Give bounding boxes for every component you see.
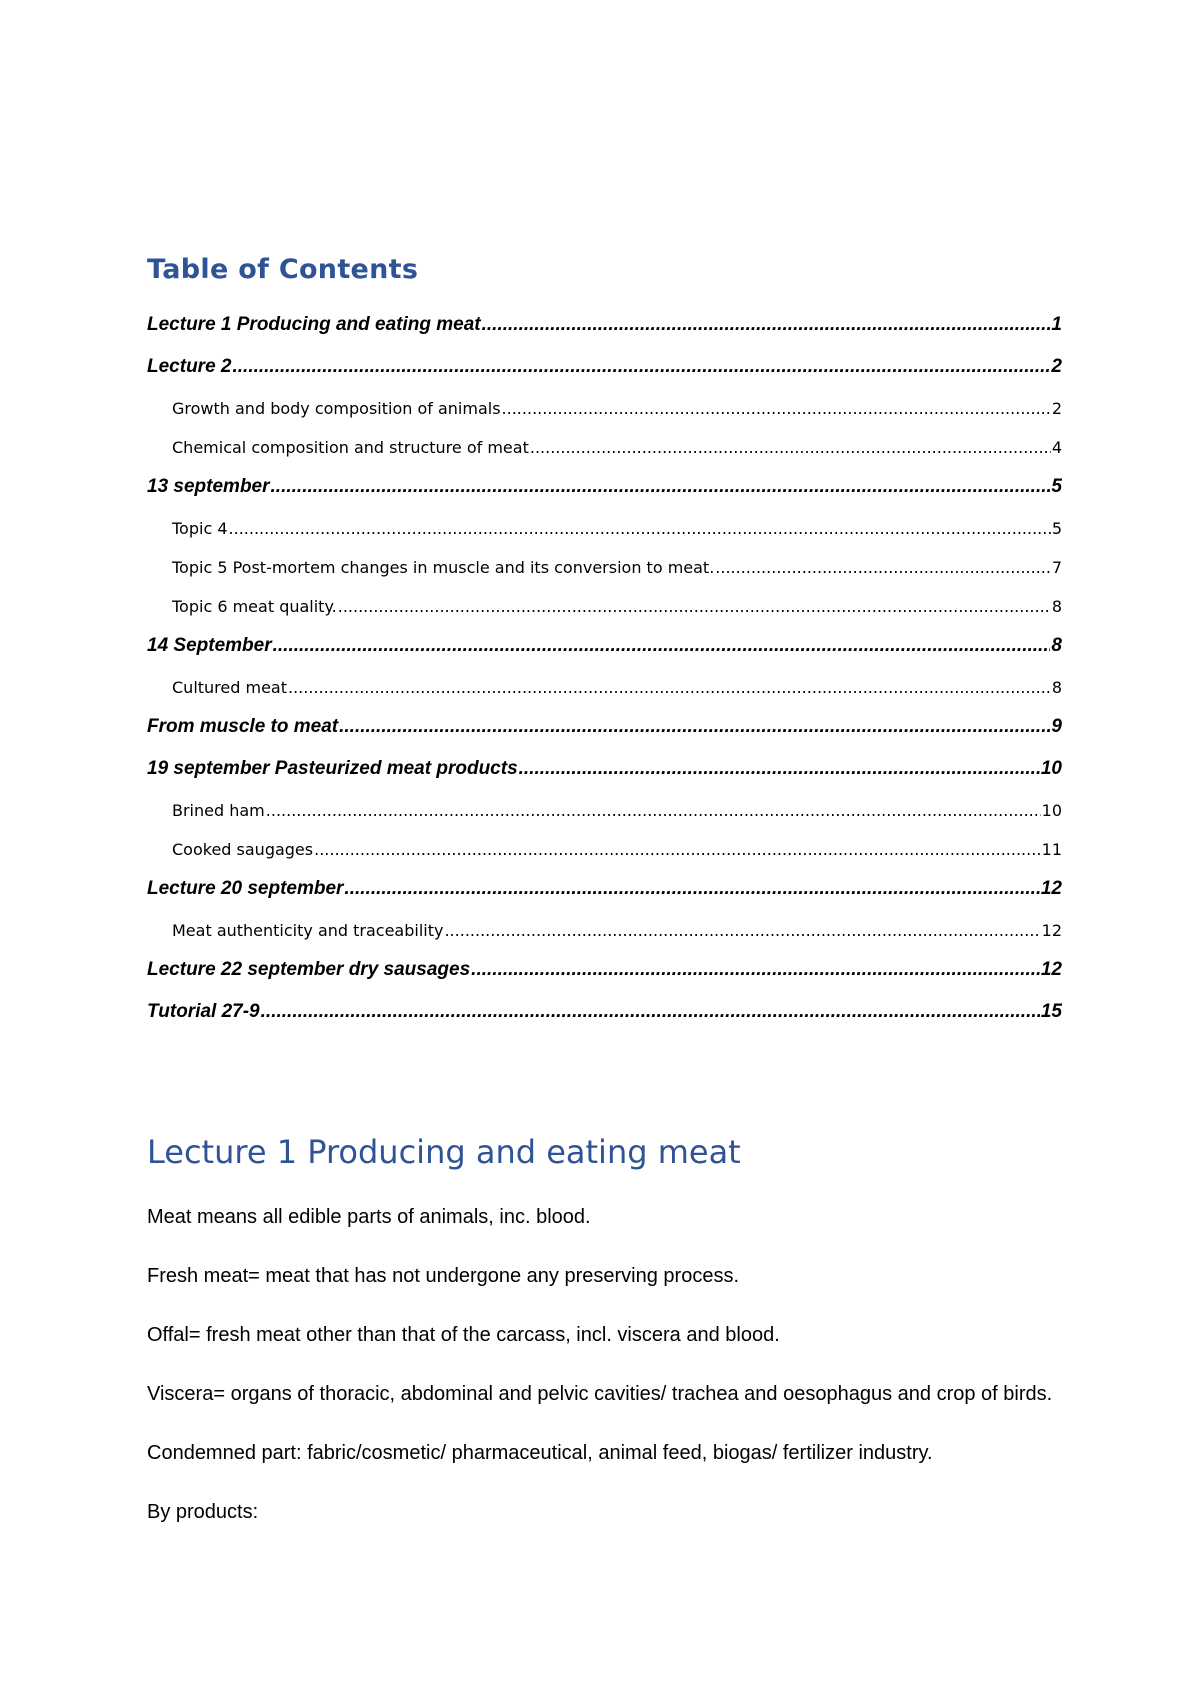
toc-leader-dots	[273, 628, 1051, 664]
toc-leader-dots	[482, 307, 1051, 343]
toc-entry-title[interactable]: Lecture 2	[147, 356, 232, 377]
toc-entry[interactable]	[147, 430, 1062, 469]
toc-entry[interactable]	[147, 952, 1062, 994]
toc-entry-title[interactable]: Brined ham	[172, 801, 265, 820]
toc-leader-dots	[519, 751, 1040, 787]
toc-leader-dots	[288, 670, 1051, 706]
toc-entry[interactable]	[147, 349, 1062, 391]
section-body	[147, 1203, 1067, 1557]
toc-entry-page[interactable]: 2	[1051, 356, 1062, 377]
toc-entry-title[interactable]: Cultured meat	[172, 678, 287, 697]
toc-entry-title[interactable]: From muscle to meat	[147, 716, 339, 737]
paragraph: Viscera= organs of thoracic, abdominal and pelvic cavities/ trachea and oesophagus and crop of birds.	[147, 1383, 1053, 1405]
document-page	[147, 250, 1062, 1036]
toc-entry-title[interactable]: 19 september Pasteurized meat products	[147, 758, 518, 779]
toc-entry-title[interactable]: 13 september	[147, 476, 270, 497]
toc-leader-dots	[444, 913, 1040, 949]
toc-leader-dots	[314, 832, 1041, 868]
toc-leader-dots	[339, 709, 1050, 745]
toc-entry-title[interactable]: Meat authenticity and traceability	[172, 921, 444, 940]
toc-entry-page[interactable]: 12	[1040, 878, 1062, 899]
toc-entry-title[interactable]: Lecture 22 september dry sausages	[147, 959, 471, 980]
toc-leader-dots	[261, 994, 1040, 1030]
toc-entry[interactable]	[147, 391, 1062, 430]
toc-leader-dots	[271, 469, 1051, 505]
paragraph: Meat means all edible parts of animals, inc. blood.	[147, 1206, 591, 1228]
toc-entry[interactable]	[147, 793, 1062, 832]
toc-leader-dots	[232, 349, 1050, 385]
toc-entry-page[interactable]: 8	[1051, 597, 1062, 616]
toc-entry-page[interactable]: 2	[1051, 399, 1062, 418]
paragraph: By products:	[147, 1501, 259, 1523]
toc-entry[interactable]	[147, 307, 1062, 349]
toc-entry-title[interactable]: 14 September	[147, 635, 272, 656]
toc-leader-dots	[266, 793, 1041, 829]
toc-leader-dots	[229, 511, 1051, 547]
toc-entry[interactable]	[147, 550, 1062, 589]
toc-entry[interactable]	[147, 628, 1062, 670]
toc-entry[interactable]	[147, 994, 1062, 1036]
toc-entry-page[interactable]: 12	[1041, 921, 1062, 940]
toc-heading: Table of Contents	[147, 254, 419, 285]
toc-entry[interactable]	[147, 871, 1062, 913]
toc-entry-title[interactable]: Cooked saugages	[172, 840, 314, 859]
toc-leader-dots	[338, 589, 1051, 625]
toc-entry-page[interactable]: 9	[1051, 716, 1062, 737]
toc-entry-page[interactable]: 12	[1040, 959, 1062, 980]
toc-entry-page[interactable]: 7	[1051, 558, 1062, 577]
toc-entry-page[interactable]: 8	[1051, 678, 1062, 697]
toc-entry-title[interactable]: Topic 4	[172, 519, 228, 538]
toc-entry-title[interactable]: Lecture 1 Producing and eating meat	[147, 314, 481, 335]
toc-entry-page[interactable]: 5	[1051, 519, 1062, 538]
section-heading: Lecture 1 Producing and eating meat	[147, 1133, 741, 1171]
toc-leader-dots	[715, 550, 1051, 586]
toc-entry-page[interactable]: 1	[1051, 314, 1062, 335]
toc-entry-title[interactable]: Chemical composition and structure of meat	[172, 438, 529, 457]
toc-leader-dots	[530, 430, 1051, 466]
paragraph: Fresh meat= meat that has not undergone any preserving process.	[147, 1265, 740, 1287]
toc-leader-dots	[471, 952, 1040, 988]
toc-entry-page[interactable]: 4	[1051, 438, 1062, 457]
toc-entry[interactable]	[147, 670, 1062, 709]
toc-entry-page[interactable]: 11	[1041, 840, 1062, 859]
toc-leader-dots	[502, 391, 1051, 427]
toc-entry-title[interactable]: Lecture 20 september	[147, 878, 344, 899]
toc-entry[interactable]	[147, 913, 1062, 952]
toc-entry-title[interactable]: Topic 6 meat quality.	[172, 597, 337, 616]
paragraph: Offal= fresh meat other than that of the carcass, incl. viscera and blood.	[147, 1324, 780, 1346]
toc-entry-page[interactable]: 5	[1051, 476, 1062, 497]
toc-entry-title[interactable]: Tutorial 27-9	[147, 1001, 260, 1022]
toc-entry-page[interactable]: 15	[1040, 1001, 1062, 1022]
toc-entry-page[interactable]: 10	[1041, 801, 1062, 820]
table-of-contents	[147, 307, 1062, 1036]
paragraph: Condemned part: fabric/cosmetic/ pharmaceutical, animal feed, biogas/ fertilizer industry.	[147, 1442, 933, 1464]
toc-entry-page[interactable]: 10	[1040, 758, 1062, 779]
toc-entry[interactable]	[147, 511, 1062, 550]
toc-entry[interactable]	[147, 589, 1062, 628]
toc-entry[interactable]	[147, 751, 1062, 793]
toc-entry[interactable]	[147, 469, 1062, 511]
toc-entry[interactable]	[147, 832, 1062, 871]
toc-leader-dots	[344, 871, 1039, 907]
toc-entry-title[interactable]: Topic 5 Post-mortem changes in muscle and its conversion to meat.	[172, 558, 715, 577]
toc-entry[interactable]	[147, 709, 1062, 751]
toc-entry-title[interactable]: Growth and body composition of animals	[172, 399, 501, 418]
toc-entry-page[interactable]: 8	[1051, 635, 1062, 656]
